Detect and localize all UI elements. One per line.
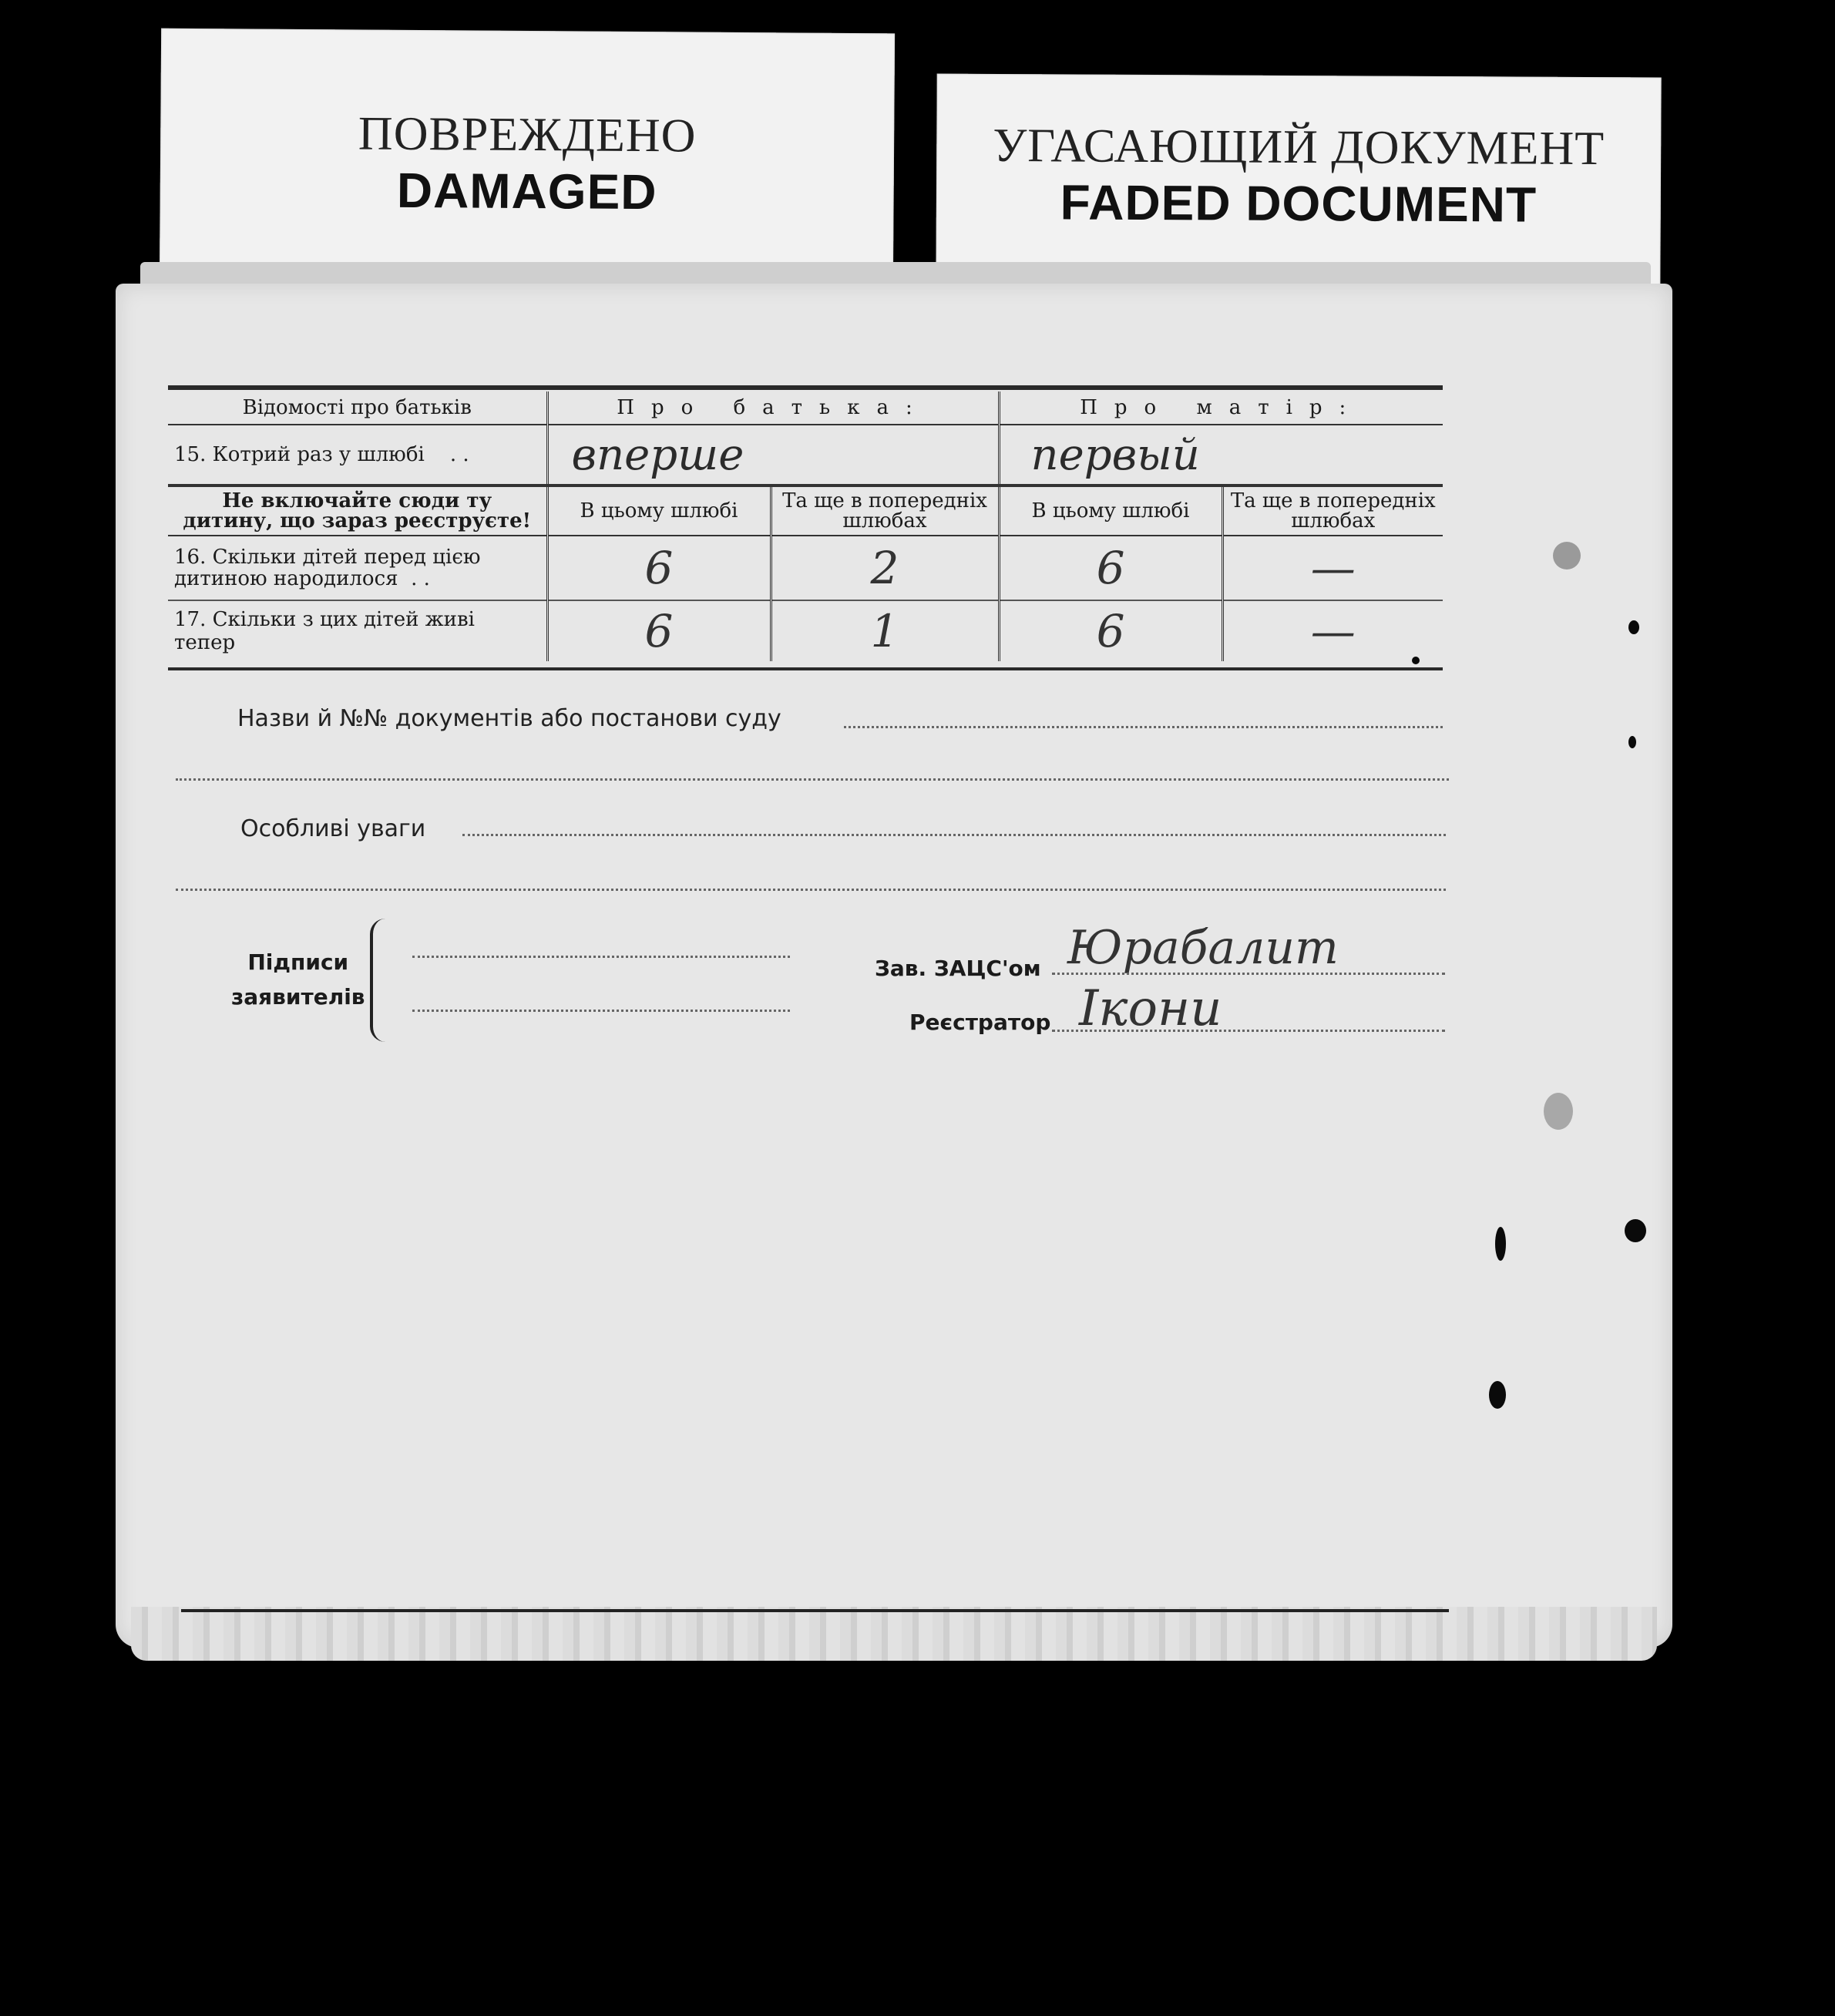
faded-notice-tab — [936, 74, 1661, 294]
punch-hole — [1625, 1219, 1646, 1242]
punch-mark — [1628, 620, 1639, 634]
row-marriage-count — [168, 425, 1443, 486]
punch-hole — [1544, 1093, 1573, 1130]
notes-line-2 — [176, 889, 1446, 891]
row16-father-prev: 2 — [771, 536, 999, 600]
documents-line-2 — [176, 778, 1449, 781]
punch-hole — [1553, 542, 1581, 570]
exclude-child-note: Не включайте сюди ту дитину, що зараз реєструєте! — [168, 486, 547, 536]
subheader-father-this-marriage: В цьому шлюбі — [547, 486, 771, 536]
damaged-label-ru: ПОВРЕЖДЕНО — [358, 107, 697, 163]
row17-mother-this: 6 — [999, 600, 1222, 661]
bottom-rule — [181, 1609, 1449, 1612]
row15-dots: . . — [449, 443, 469, 466]
faded-label-en: FADED DOCUMENT — [1060, 174, 1538, 233]
row17-father-this: 6 — [547, 600, 771, 661]
row-children-born — [168, 536, 1443, 600]
row17-father-prev: 1 — [771, 600, 999, 661]
header-parents-info: Відомості про батьків — [168, 391, 547, 425]
row16-mother-this: 6 — [999, 536, 1222, 600]
applicant-signature-line-2 — [412, 1010, 790, 1012]
parents-info-table — [168, 391, 1443, 661]
header-mother: Про матір: — [999, 391, 1443, 425]
documents-label: Назви й №№ документів або постанови суду — [237, 705, 781, 732]
applicants-brace — [370, 919, 388, 1042]
head-registry-signature: Юрабалит — [1067, 921, 1339, 975]
top-double-rule — [168, 385, 1443, 390]
head-registry-label: Зав. ЗАЦС'ом — [875, 956, 1041, 981]
frayed-edge — [131, 1607, 1657, 1661]
tear-mark — [1489, 1381, 1506, 1409]
subheader-mother-previous-marriages: Та ще в попередніх шлюбах — [1222, 486, 1443, 536]
registrar-signature: Ікони — [1079, 980, 1222, 1037]
damaged-notice-tab — [160, 29, 895, 288]
row16-dots: . . — [411, 567, 430, 590]
tear-mark — [1495, 1227, 1506, 1261]
row16-label: 16. Скільки дітей перед цією дитиною народилося — [174, 546, 481, 590]
notes-label: Особливі уваги — [240, 815, 426, 842]
punch-mark — [1628, 736, 1636, 748]
table-header-row — [168, 391, 1443, 425]
head-registry-line — [1052, 973, 1445, 975]
subheader-mother-this-marriage: В цьому шлюбі — [999, 486, 1222, 536]
applicant-signature-line-1 — [412, 956, 790, 958]
header-father: Про батька: — [547, 391, 999, 425]
applicants-signatures-label: Підписи заявителів — [231, 949, 365, 1010]
row17-mother-prev: — — [1310, 605, 1356, 657]
table-bottom-rule — [168, 667, 1443, 670]
damaged-label-en: DAMAGED — [396, 162, 657, 220]
table-subheader-row — [168, 486, 1443, 536]
row15-father-value: вперше — [547, 425, 999, 486]
registrar-label: Реєстратор — [909, 1010, 1051, 1035]
documents-line-1 — [844, 726, 1443, 728]
registrar-line — [1052, 1030, 1445, 1032]
notes-line-1 — [462, 834, 1446, 836]
row16-father-this: 6 — [547, 536, 771, 600]
subheader-father-previous-marriages: Та ще в попередніх шлюбах — [771, 486, 999, 536]
row15-mother-value: первый — [999, 425, 1443, 486]
row17-label: 17. Скільки з цих дітей живі тепер — [168, 600, 547, 661]
row16-mother-prev: — — [1222, 536, 1443, 600]
row-children-living — [168, 600, 1443, 661]
ink-dot — [1412, 657, 1420, 664]
row15-label: 15. Котрий раз у шлюбі — [174, 443, 425, 466]
faded-label-ru: УГАСАЮЩИЙ ДОКУМЕНТ — [993, 119, 1605, 176]
